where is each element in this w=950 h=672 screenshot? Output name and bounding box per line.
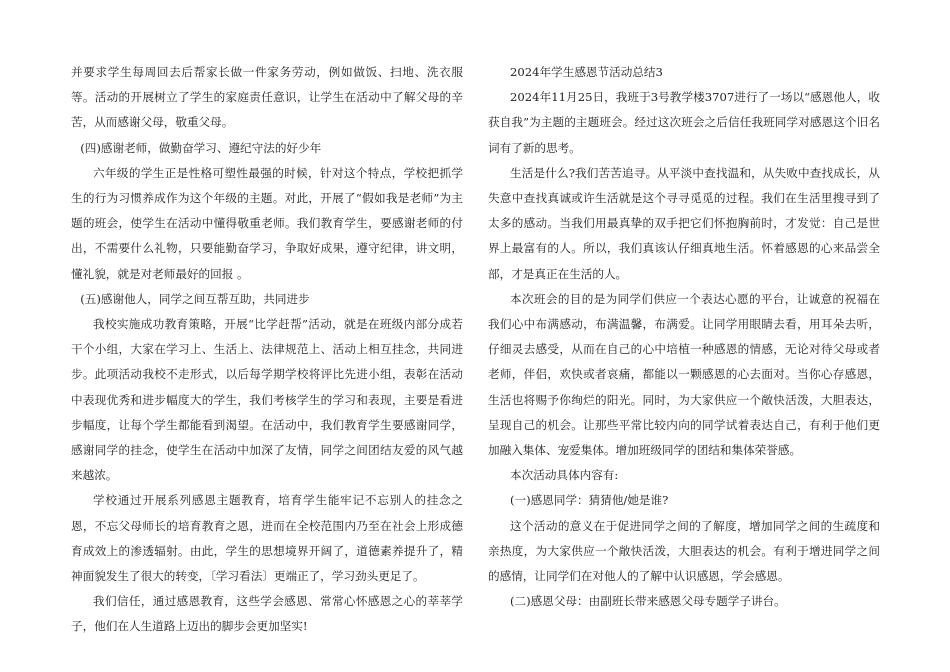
paragraph: 2024年11月25日，我班于3号教学楼3707进行了一场以“感恩他人，收获自我”为主题的主题班会。经过这次班会之后信任我班同学对感恩这个旧名词有了新的思考。 [488,90,880,155]
paragraph: 2024年学生感恩节活动总结3 [510,65,663,79]
paragraph: 这个活动的意义在于促进同学之间的了解度，增加同学之间的生疏度和亲热度，为大家供应一个敞快活泼，大胆表达的机会。有利于增进同学之间的感情，让同学们在对他人的了解中认识感恩，学会感恩。 [488,518,880,584]
paragraph: 并要求学生每周回去后帮家长做一件家务劳动，例如做饭、扫地、洗衣服等。活动的开展树立了学生的家庭责任意识，让学生在活动中了解父母的辛苦，从而感谢父母，敬重父母。 [71,65,463,130]
paragraph: 学校通过开展系列感恩主题教育，培育学生能牢记不忘别人的挂念之恩，不忘父母师长的培育教育之恩，进而在全校范围内乃至在社会上形成德育成效上的渗透辐射。由此，学生的思想境界开阔了，道德素养提升了，精神面貌发生了很大的转变，〔学习看法〕更端正了，学习劲头更足了。 [71,493,463,584]
paragraph: 本次班会的目的是为同学们供应一个表达心愿的平台，让诚意的祝福在我们心中布满感动，布满温馨，布满爱。让同学用眼睛去看，用耳朵去听，仔细灵去感受，从而在自己的心中培植一种感恩的情感，无论对待父母或者老师，伴侣，欢快或者哀痛，都能以一颗感恩的心去面对。当你心存感恩，生活也将赐予你绚烂的阳光。同时，为大家供应一个敞快活泼，大胆表达，呈现自己的机会。让那些平常比较内向的同学试着表达自己，有利于他们更加融入集体、宠爱集体。增加班级同学的团结和集体荣誉感。 [488,291,880,458]
paragraph: 我们信任，通过感恩教育，这些学会感恩、常常心怀感恩之心的莘莘学子，他们在人生道路上迈出的脚步会更加坚实! [71,594,463,634]
right-column [488,60,880,614]
paragraph: (四)感谢老师，做勤奋学习、遵纪守法的好少年 [80,140,322,155]
paragraph: 我校实施成功教育策略，开展“比学赶帮”活动，就是在班级内部分成若干个小组，大家在学习上、生活上、法律规范上、活动上相互挂念，共同进步。此项活动我校不走形式，以后每学期学校将评比先进小组，表彰在活动中表现优秀和进步幅度大的学生，我们考核学生的学习和表现，主要是看进步幅度，让每个学生都能看到渴望。在活动中，我们教育学生要感谢同学，感谢同学的挂念，使学生在活动中加深了友情，同学之间团结友爱的风气越来越浓。 [71,317,463,483]
paragraph: 六年级的学生正是性格可塑性最强的时候，针对这个特点，学校把抓学生的行为习惯养成作为这个年级的主题。对此，开展了“假如我是老师”为主题的班会，使学生在活动中懂得敬重老师。我们教育学生，要感谢老师的付出，不需要什么礼物，只要能勤奋学习，争取好成果，遵守纪律，讲文明，懂礼貌，就是对老师最好的回报 。 [71,165,463,281]
paragraph: 本次活动具体内容有: [510,468,619,483]
left-column [71,60,463,640]
paragraph: 生活是什么?我们苦苦追寻。从平淡中查找温和，从失败中查找成长，从失意中查找真诚或许生活就是这个寻寻觅觅的过程。我们在生活里搜寻到了太多的感动。当我们用最真挚的双手把它们怀抱胸前时，才发觉：自己是世界上最富有的人。所以，我们真该认仔细真地生活。怀着感恩的心来品尝全部，才是真正在生活的人。 [488,165,880,281]
paragraph: (二)感恩父母：由副班长带来感恩父母专题学子讲台。 [510,594,786,609]
paragraph: (五)感谢他人，同学之间互帮互助，共同进步 [80,291,310,306]
paragraph: (一)感恩同学：猜猜他/她是谁? [510,493,669,508]
